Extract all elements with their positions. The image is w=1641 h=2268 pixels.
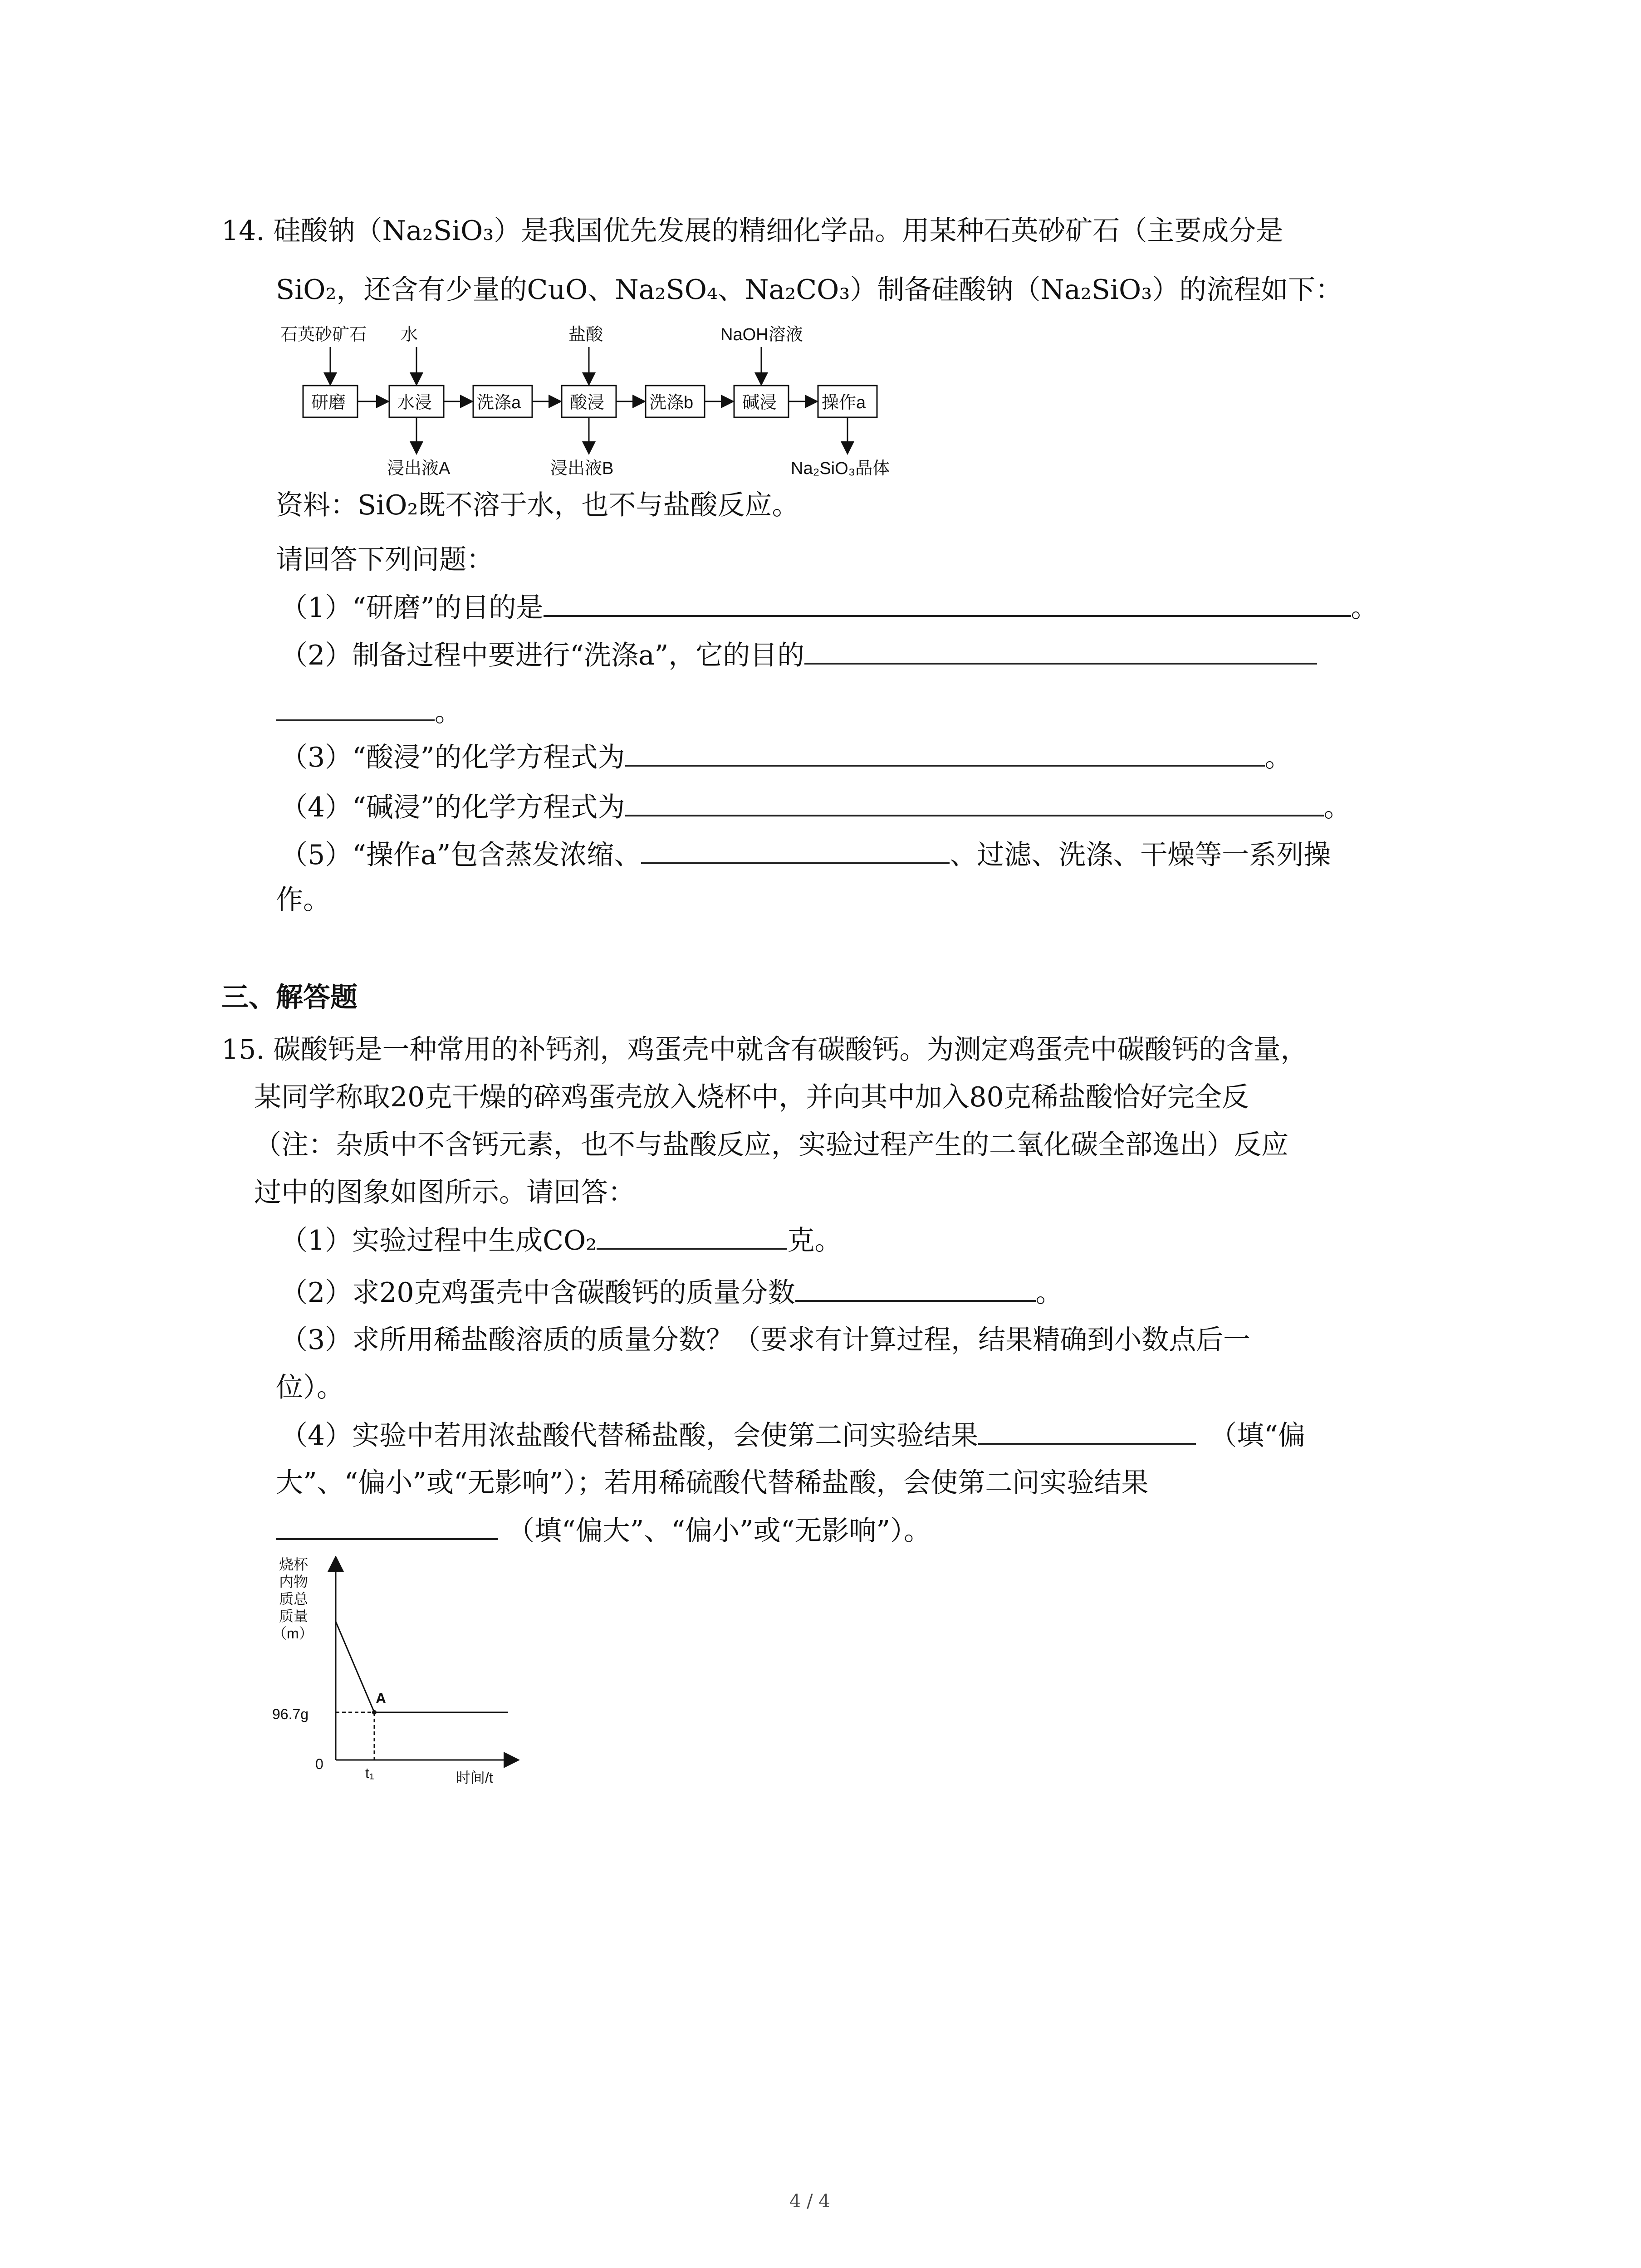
flow-box-water-leach: 水浸 — [397, 393, 432, 412]
q15-line-4: 过中的图象如图所示。请回答： — [254, 1177, 635, 1208]
q14-part-4-blank[interactable] — [625, 789, 1324, 816]
q14-part-1-text: （1）“研磨”的目的是 — [280, 592, 544, 624]
q15-part-4-line-3 — [276, 1513, 931, 1549]
flow-box-operation-a: 操作a — [822, 393, 866, 412]
q14-line-2: SiO₂，还含有少量的CuO、Na₂SO₄、Na₂CO₃）制备硅酸钠（Na₂SiO₃）的流程如下： — [276, 274, 1343, 306]
q15-part-4-blank-2[interactable] — [276, 1513, 498, 1540]
graph-xtick-t1: t₁ — [365, 1765, 374, 1781]
q14-part-5 — [280, 837, 1331, 873]
q14-part-1-end: 。 — [1351, 592, 1378, 624]
q15-part-4-fill-hint-2: （填“偏大”、“偏小”或“无影响”）。 — [507, 1515, 931, 1547]
flow-input-naoh: NaOH溶液 — [720, 325, 803, 344]
graph-ytick-96-7: 96.7g — [272, 1706, 309, 1722]
q14-part-3-end: 。 — [1264, 742, 1292, 773]
q14-part-2 — [280, 637, 1317, 673]
q15-part-1 — [280, 1222, 842, 1258]
q14-part-5-cont: 作。 — [276, 884, 330, 916]
q15-part-2-text: （2）求20克鸡蛋壳中含碳酸钙的质量分数 — [280, 1277, 795, 1309]
flow-output-b: 浸出液B — [550, 459, 614, 478]
flow-box-wash-a: 洗涤a — [477, 393, 521, 412]
q15-part-3-cont: 位）。 — [276, 1372, 344, 1403]
q14-part-5-text: （5）“操作a”包含蒸发浓缩、 — [280, 839, 642, 871]
graph-ylabel-1: 烧杯 — [279, 1556, 309, 1573]
process-flow-diagram — [276, 322, 920, 481]
graph-ylabel-5: （m） — [272, 1625, 314, 1642]
graph-ylabel-4: 质量 — [279, 1608, 309, 1624]
q14-part-2-end: 。 — [435, 696, 462, 728]
q15-part-1-text: （1）实验过程中生成CO₂ — [280, 1225, 597, 1256]
q14-part-4-text: （4）“碱浸”的化学方程式为 — [280, 792, 625, 823]
flow-input-water: 水 — [401, 325, 418, 344]
mass-time-graph — [272, 1556, 544, 1792]
q15-line-2: 某同学称取20克干燥的碎鸡蛋壳放入烧杯中，并向其中加入80克稀盐酸恰好完全反 — [254, 1081, 1249, 1113]
q15-line-1: 15. 碳酸钙是一种常用的补钙剂，鸡蛋壳中就含有碳酸钙。为测定鸡蛋壳中碳酸钙的含量， — [221, 1034, 1308, 1066]
q15-line-3: （注：杂质中不含钙元素，也不与盐酸反应，实验过程产生的二氧化碳全部逸出）反应 — [254, 1129, 1288, 1161]
q15-part-1-end: 克。 — [787, 1225, 842, 1256]
q14-part-1 — [280, 590, 1378, 626]
q14-part-5-blank[interactable] — [641, 837, 950, 864]
flow-box-acid-leach: 酸浸 — [570, 393, 605, 412]
flow-box-wash-b: 洗涤b — [649, 393, 694, 412]
q15-part-3: （3）求所用稀盐酸溶质的质量分数？（要求有计算过程，结果精确到小数点后一 — [280, 1324, 1251, 1356]
q15-part-2-blank[interactable] — [795, 1275, 1036, 1302]
flow-box-grind: 研磨 — [311, 393, 346, 412]
q15-part-1-blank[interactable] — [597, 1222, 787, 1250]
page-number: 4 / 4 — [789, 2191, 830, 2212]
section-3-heading: 三、解答题 — [221, 982, 358, 1013]
graph-xlabel: 时间/t — [456, 1769, 493, 1786]
graph-point-a-label: A — [376, 1690, 387, 1706]
flow-box-alkali-leach: 碱浸 — [742, 393, 777, 412]
q14-part-2-text: （2）制备过程中要进行“洗涤a”，它的目的 — [280, 640, 805, 671]
q14-part-1-blank[interactable] — [544, 590, 1351, 617]
q14-note: 资料：SiO₂既不溶于水，也不与盐酸反应。 — [276, 489, 799, 521]
q15-part-2 — [280, 1275, 1063, 1310]
flow-input-ore: 石英砂矿石 — [280, 325, 367, 344]
q15-part-4-text: （4）实验中若用浓盐酸代替稀盐酸，会使第二问实验结果 — [280, 1420, 979, 1452]
q15-part-4-line-2: 大”、“偏小”或“无影响”）；若用稀硫酸代替稀盐酸，会使第二问实验结果 — [276, 1467, 1149, 1499]
q14-prompt: 请回答下列问题： — [276, 544, 494, 576]
q14-part-4 — [280, 789, 1351, 825]
flow-output-crystal: Na₂SiO₃晶体 — [791, 459, 890, 478]
flow-input-hcl: 盐酸 — [568, 325, 603, 344]
q14-part-2-blank-cont[interactable] — [276, 694, 435, 721]
graph-ylabel-3: 质总 — [279, 1591, 309, 1607]
graph-origin: 0 — [315, 1756, 323, 1772]
q14-part-3-blank[interactable] — [625, 739, 1265, 767]
q14-line-1: 14. 硅酸钠（Na₂SiO₃）是我国优先发展的精细化学品。用某种石英砂矿石（主要成分是 — [221, 215, 1283, 247]
q14-part-5-text-b: 、过滤、洗涤、干燥等一系列操 — [950, 839, 1331, 871]
q15-part-4-fill-hint: （填“偏 — [1210, 1420, 1305, 1452]
q15-part-2-end: 。 — [1035, 1277, 1063, 1309]
q14-part-4-end: 。 — [1323, 792, 1351, 823]
flow-output-a: 浸出液A — [387, 459, 451, 478]
q14-part-2-blank[interactable] — [804, 637, 1317, 665]
q15-part-4-blank-1[interactable] — [978, 1418, 1196, 1445]
q14-part-3 — [280, 739, 1292, 775]
q14-part-3-text: （3）“酸浸”的化学方程式为 — [280, 742, 625, 773]
graph-ylabel-2: 内物 — [279, 1574, 309, 1590]
q15-part-4 — [280, 1418, 1305, 1453]
q14-part-2-cont — [276, 694, 462, 730]
